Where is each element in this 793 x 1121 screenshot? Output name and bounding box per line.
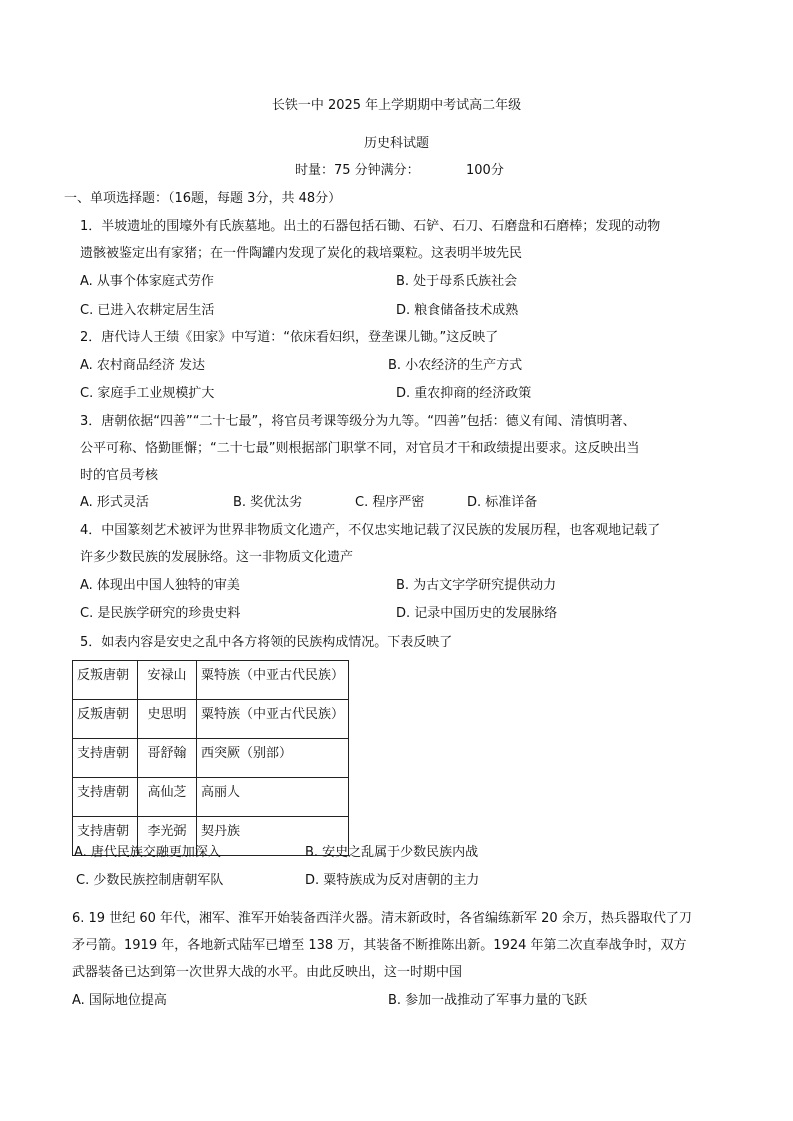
section-title: 一、单项选择题：（16题，每题 3分，共 48分） [64, 191, 342, 206]
question-2-line-1: 2．唐代诗人王绩《田家》中写道：“依床看妇织，登垄课儿锄。”这反映了 [80, 330, 499, 345]
subject-title: 历史科试题 [363, 136, 429, 151]
question-3-line-1: 3．唐朝依据“四善”“二十七最”，将官员考课等级分为九等。“四善”包括：德义有闻、清慎明著、 [80, 414, 636, 429]
score-label: 100分 [466, 163, 504, 178]
school-title: 长铁一中 2025 年上学期期中考试高二年级 [271, 98, 522, 113]
q2-option-c: C. 家庭手工业规模扩大 [80, 386, 215, 401]
table-cell-stance: 反叛唐朝 [73, 700, 138, 739]
q2-option-a: A. 农村商品经济 发达 [80, 358, 206, 373]
q6-option-a: A. 国际地位提高 [72, 993, 167, 1008]
q3-option-b: B. 奖优汰劣 [233, 495, 303, 510]
q6-option-b: B. 参加一战推动了军事力量的飞跃 [388, 993, 588, 1008]
q1-option-c: C. 已进入农耕定居生活 [80, 303, 215, 318]
table-cell-general: 哥舒翰 [138, 739, 197, 778]
table-cell-ethnicity: 契丹族 [197, 817, 349, 856]
question-3-line-3: 时的官员考核 [80, 468, 159, 483]
table-cell-ethnicity: 高丽人 [197, 778, 349, 817]
table-cell-general: 安禄山 [138, 661, 197, 700]
table-cell-stance: 支持唐朝 [73, 739, 138, 778]
q2-option-d: D. 重农抑商的经济政策 [396, 386, 532, 401]
q1-option-b: B. 处于母系氏族社会 [396, 274, 518, 289]
question-4-line-1: 4．中国篆刻艺术被评为世界非物质文化遗产，不仅忠实地记载了汉民族的发展历程，也客观地记载了 [80, 523, 661, 538]
table-cell-general: 李光弼 [138, 817, 197, 856]
table-cell-ethnicity: 粟特族（中亚古代民族） [197, 661, 349, 700]
question-4-line-2: 许多少数民族的发展脉络。这一非物质文化遗产 [80, 550, 354, 565]
table-cell-stance: 支持唐朝 [73, 817, 138, 856]
q4-option-c: C. 是民族学研究的珍贵史料 [80, 606, 241, 621]
q1-option-a: A. 从事个体家庭式劳作 [80, 274, 214, 289]
table-row [73, 778, 349, 817]
table-cell-ethnicity: 粟特族（中亚古代民族） [197, 700, 349, 739]
question-6-line-2: 矛弓箭。1919 年，各地新式陆军已增至 138 万，其装备不断推陈出新。1924 年第二次直奉战争时，双方 [72, 938, 687, 953]
q4-option-b: B. 为古文字学研究提供动力 [396, 578, 557, 593]
table-row [73, 700, 349, 739]
q4-option-a: A. 体现出中国人独特的审美 [80, 578, 240, 593]
question-6-line-3: 武器装备已达到第一次世界大战的水平。由此反映出，这一时期中国 [72, 965, 463, 980]
table-row [73, 661, 349, 700]
q4-option-d: D. 记录中国历史的发展脉络 [396, 606, 558, 621]
question-1-line-1: 1．半坡遗址的围壕外有氏族墓地。出土的石器包括石锄、石铲、石刀、石磨盘和石磨棒；发现的动物 [80, 219, 661, 234]
q3-option-c: C. 程序严密 [355, 495, 425, 510]
time-label: 时量：75 分钟满分： [295, 163, 420, 178]
q3-option-a: A. 形式灵活 [80, 495, 149, 510]
table-row [73, 739, 349, 778]
q1-option-d: D. 粮食储备技术成熟 [396, 303, 519, 318]
q2-option-b: B. 小农经济的生产方式 [388, 358, 523, 373]
question-6-line-1: 6. 19 世纪 60 年代，湘军、淮军开始装备西洋火器。清末新政时，各省编练新军 20 余万，热兵器取代了刀 [72, 911, 692, 926]
table-cell-general: 高仙芝 [138, 778, 197, 817]
ethnic-composition-table [72, 660, 349, 856]
q5-option-d: D. 粟特族成为反对唐朝的主力 [305, 873, 480, 888]
q5-option-c: C. 少数民族控制唐朝军队 [76, 873, 224, 888]
question-5-line-1: 5．如表内容是安史之乱中各方将领的民族构成情况。下表反映了 [80, 635, 453, 650]
table-cell-ethnicity: 西突厥（别部） [197, 739, 349, 778]
question-1-line-2: 遗骸被鉴定出有家猪；在一件陶罐内发现了炭化的栽培粟粒。这表明半坡先民 [80, 246, 523, 261]
table-cell-stance: 反叛唐朝 [73, 661, 138, 700]
q3-option-d: D. 标准详备 [467, 495, 538, 510]
question-3-line-2: 公平可称、恪勤匪懈；“二十七最”则根据部门职掌不同，对官员才干和政绩提出要求。这反映出当 [80, 441, 640, 456]
table-cell-stance: 支持唐朝 [73, 778, 138, 817]
table-cell-general: 史思明 [138, 700, 197, 739]
q5-option-b: B. 安史之乱属于少数民族内战 [305, 845, 479, 860]
q5-option-a: A. 唐代民族交融更加深入 [74, 845, 221, 860]
